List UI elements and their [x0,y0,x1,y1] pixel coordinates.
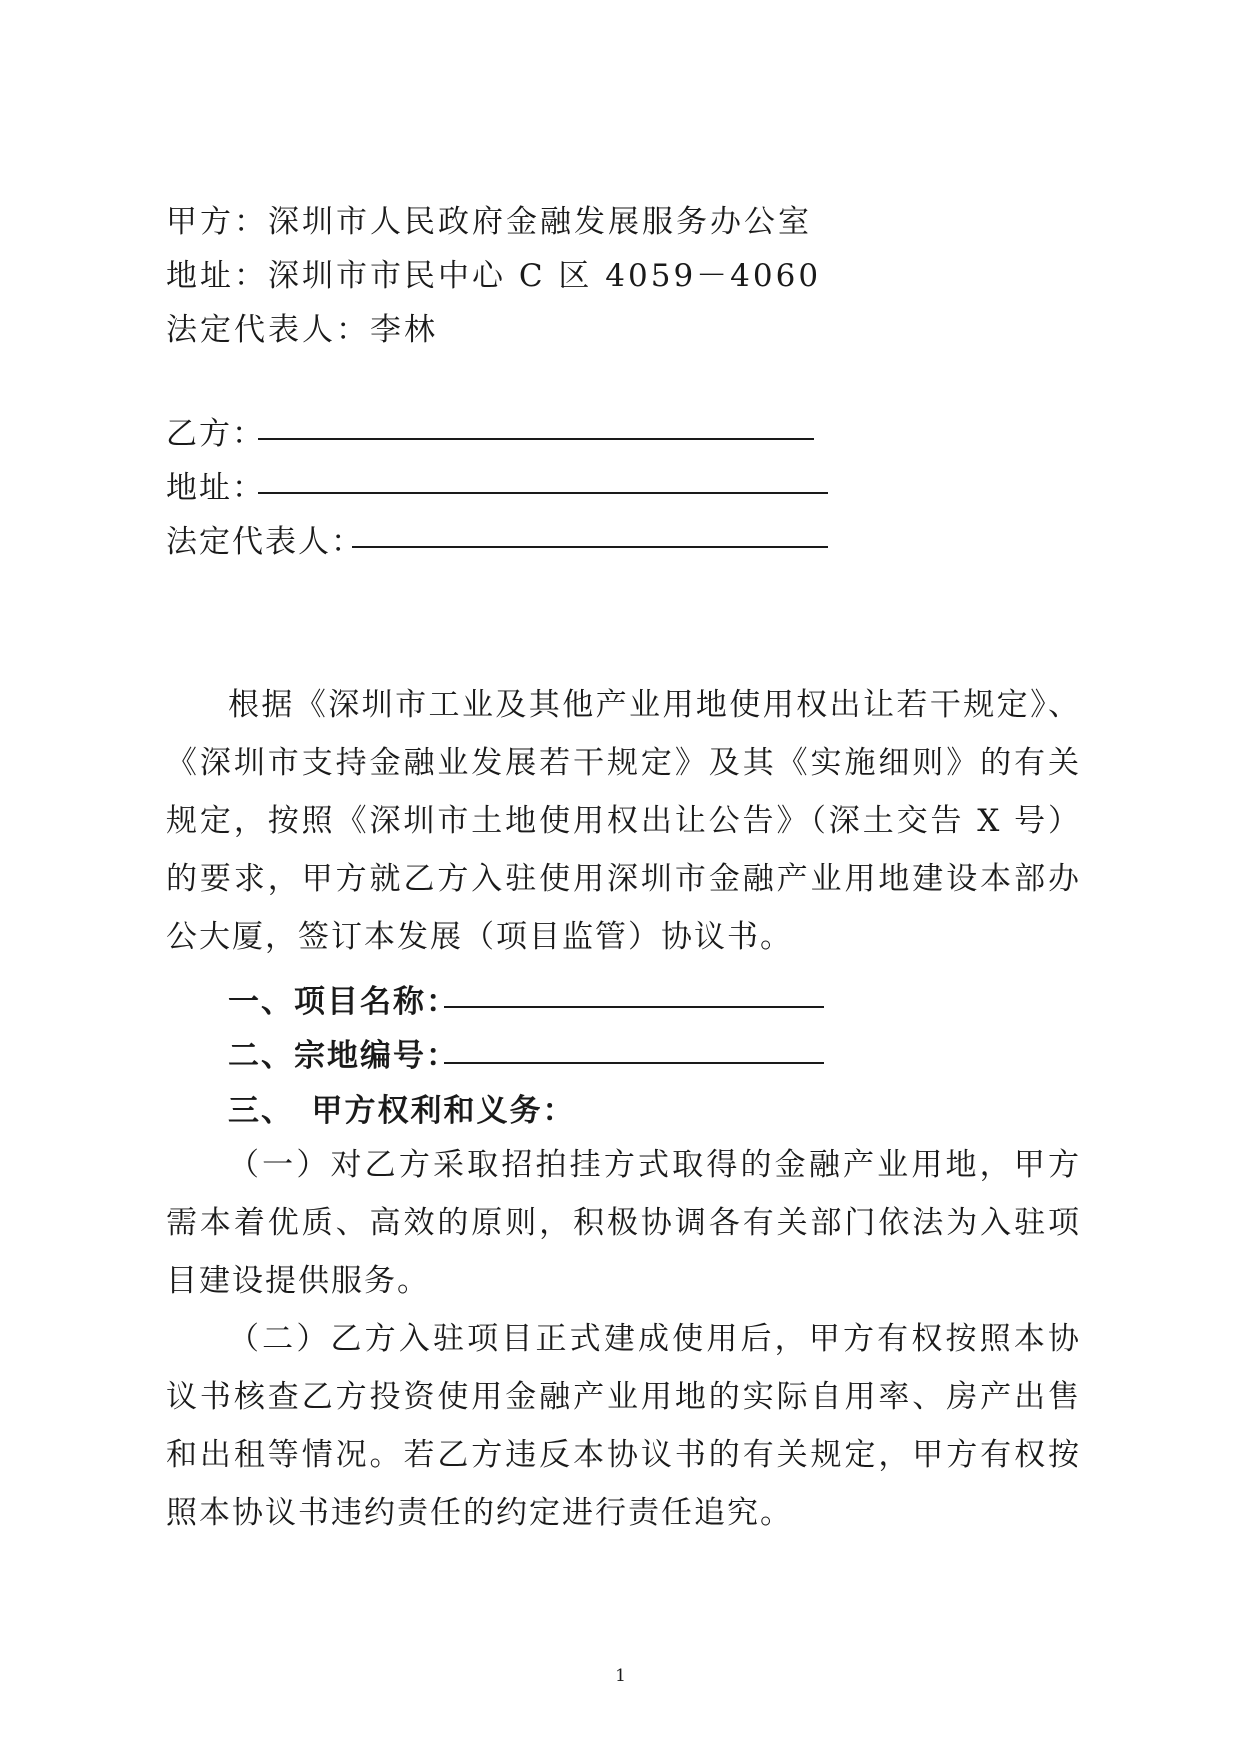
party-b-address-blank[interactable] [258,492,828,494]
party-b-name-label: 乙方： [166,416,265,452]
parcel-number-label: 二、宗地编号： [228,1038,459,1074]
project-name-label: 一、项目名称： [228,984,459,1020]
intro-paragraph: 根据《深圳市工业及其他产业用地使用权出让若干规定》、《深圳市支持金融业发展若干规定》及其《实施细则》的有关规定，按照《深圳市土地使用权出让公告》（深土交告 X 号）的要求，甲方就乙方入驻使用深圳市金融产业用地建设本部办公大厦，签订本发展（项目监管）协议书。 [166,687,1081,955]
party-a-address: 地址：深圳市市民中心 C 区 4059－4060 [166,258,822,294]
page-number: 1 [615,1666,626,1686]
party-a-representative: 法定代表人：李林 [166,312,438,348]
party-b-representative-blank[interactable] [352,546,828,548]
project-name-blank[interactable] [444,1006,824,1008]
clause-2: （二）乙方入驻项目正式建成使用后，甲方有权按照本协议书核查乙方投资使用金融产业用地的实际自用率、房产出售和出租等情况。若乙方违反本协议书的有关规定，甲方有权按照本协议书违约责任的约定进行责任追究。 [166,1321,1081,1531]
rights-heading: 三、 甲方权利和义务： [228,1093,576,1129]
clause-1: （一）对乙方采取招拍挂方式取得的金融产业用地，甲方需本着优质、高效的原则，积极协调各有关部门依法为入驻项目建设提供服务。 [166,1147,1081,1299]
party-b-address-label: 地址： [166,470,265,506]
party-b-representative-label: 法定代表人： [166,524,364,560]
parcel-number-blank[interactable] [444,1062,824,1064]
party-a-name: 甲方：深圳市人民政府金融发展服务办公室 [166,204,812,240]
party-b-name-blank[interactable] [258,438,814,440]
